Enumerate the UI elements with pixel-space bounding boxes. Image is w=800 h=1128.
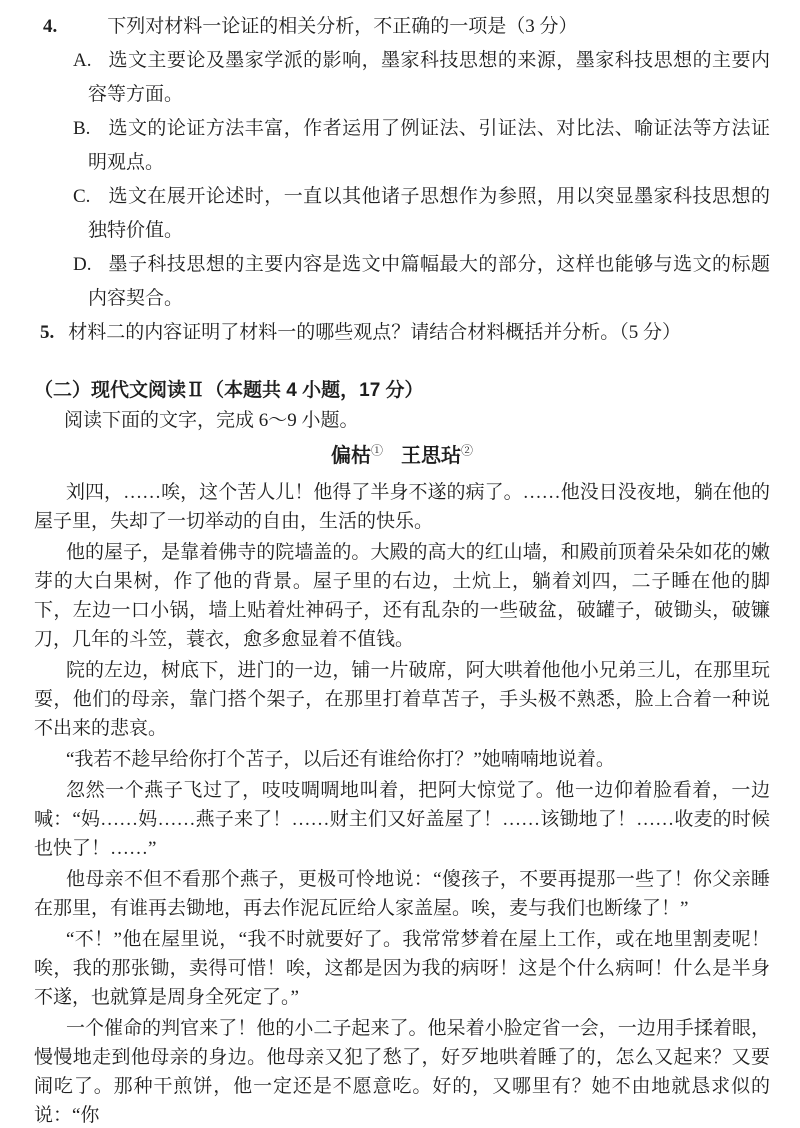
question-4 <box>34 10 770 350</box>
passage-paragraph: 他母亲不但不看那个燕子，更极可怜地说：“傻孩子，不要再提那一些了！你父亲睡在那里，有谁再去锄地，再去作泥瓦匠给人家盖屋。唉，麦与我们也断缘了！” <box>34 869 770 919</box>
passage-paragraph: 他的屋子，是靠着佛寺的院墙盖的。大殿的高大的红山墙，和殿前顶着朵朵如花的嫩芽的大白果树，作了他的背景。屋子里的右边，土炕上，躺着刘四，二子睡在他的脚下，左边一口小锅，墙上贴着灶神码子，还有乱杂的一些破盆，破罐子，破锄头，破镰刀，几年的斗笠，蓑衣，愈多愈显着不值钱。 <box>34 542 770 650</box>
passage-author-footnote-mark: ② <box>461 443 474 458</box>
section-2-instruction: 阅读下面的文字，完成 6～9 小题。 <box>64 410 359 431</box>
passage-paragraph: 忽然一个燕子飞过了，吱吱啁啁地叫着，把阿大惊觉了。他一边仰着脸看着，一边喊：“妈……妈……燕子来了！……财主们又好盖屋了！……该锄地了！……收麦的时候也快了！……” <box>34 780 770 859</box>
passage-title-footnote-mark: ① <box>370 443 383 458</box>
option-d-text: 墨子科技思想的主要内容是选文中篇幅最大的部分，这样也能够与选文的标题内容契合。 <box>88 254 770 309</box>
question-4-option-d <box>34 248 770 316</box>
option-c-label: C. <box>73 186 91 207</box>
option-d-label: D. <box>73 254 92 275</box>
question-4-option-c <box>34 180 770 248</box>
option-b-label: B. <box>73 118 91 139</box>
question-5-stem-text: 材料二的内容证明了材料一的哪些观点？请结合材料概括并分析。（5 分） <box>68 322 682 343</box>
option-b-text: 选文的论证方法丰富，作者运用了例证法、引证法、对比法、喻证法等方法证明观点。 <box>88 118 770 173</box>
passage-paragraph: 院的左边，树底下，进门的一边，铺一片破席，阿大哄着他他小兄弟三儿，在那里玩耍，他们的母亲，靠门搭个架子，在那里打着草苫子，手头极不熟悉，脸上合着一种说不出来的悲哀。 <box>34 660 770 739</box>
question-4-stem-text: 下列对材料一论证的相关分析，不正确的一项是（3 分） <box>107 16 578 37</box>
option-c-text: 选文在展开论述时，一直以其他诸子思想作为参照，用以突显墨家科技思想的独特价值。 <box>88 186 770 241</box>
passage-author: 王思玷 <box>401 445 461 467</box>
option-a-label: A. <box>73 50 92 71</box>
section-2-heading: （二）现代文阅读Ⅱ（本题共 4 小题，17 分） <box>34 380 424 401</box>
question-4-number: 4. <box>43 16 58 37</box>
passage-paragraph: 一个催命的判官来了！他的小二子起来了。他呆着小脸定省一会，一边用手揉着眼，慢慢地走到他母亲的身边。他母亲又犯了愁了，好歹地哄着睡了的，怎么又起来？又要闹吃了。那种干煎饼，他一定还是不愿意吃。好的，又哪里有？她不由地就恳求似的说：“你 <box>34 1018 770 1126</box>
question-4-option-b <box>34 112 770 180</box>
question-5-number: 5. <box>40 322 55 343</box>
passage-paragraph: “我若不趁早给你打个苫子，以后还有谁给你打？”她喃喃地说着。 <box>66 749 615 770</box>
passage-paragraph: 刘四，……唉，这个苦人儿！他得了半身不遂的病了。……他没日没夜地，躺在他的屋子里，失却了一切举动的自由，生活的快乐。 <box>34 482 770 532</box>
passage-title-text: 偏枯 <box>330 445 371 467</box>
passage-paragraph: “不！”他在屋里说，“我不时就要好了。我常常梦着在屋上工作，或在地里割麦呢！唉，我的那张锄，卖得可惜！唉，这都是因为我的病呀！这是个什么病呵！什么是半身不遂，也就算是周身全死定了。” <box>34 929 770 1008</box>
question-5-stem <box>34 316 770 350</box>
passage-title <box>34 440 770 472</box>
passage-body <box>34 478 770 1128</box>
question-4-option-a <box>34 44 770 112</box>
option-a-text: 选文主要论及墨家学派的影响，墨家科技思想的来源，墨家科技思想的主要内容等方面。 <box>88 50 770 105</box>
question-4-stem <box>34 10 770 44</box>
